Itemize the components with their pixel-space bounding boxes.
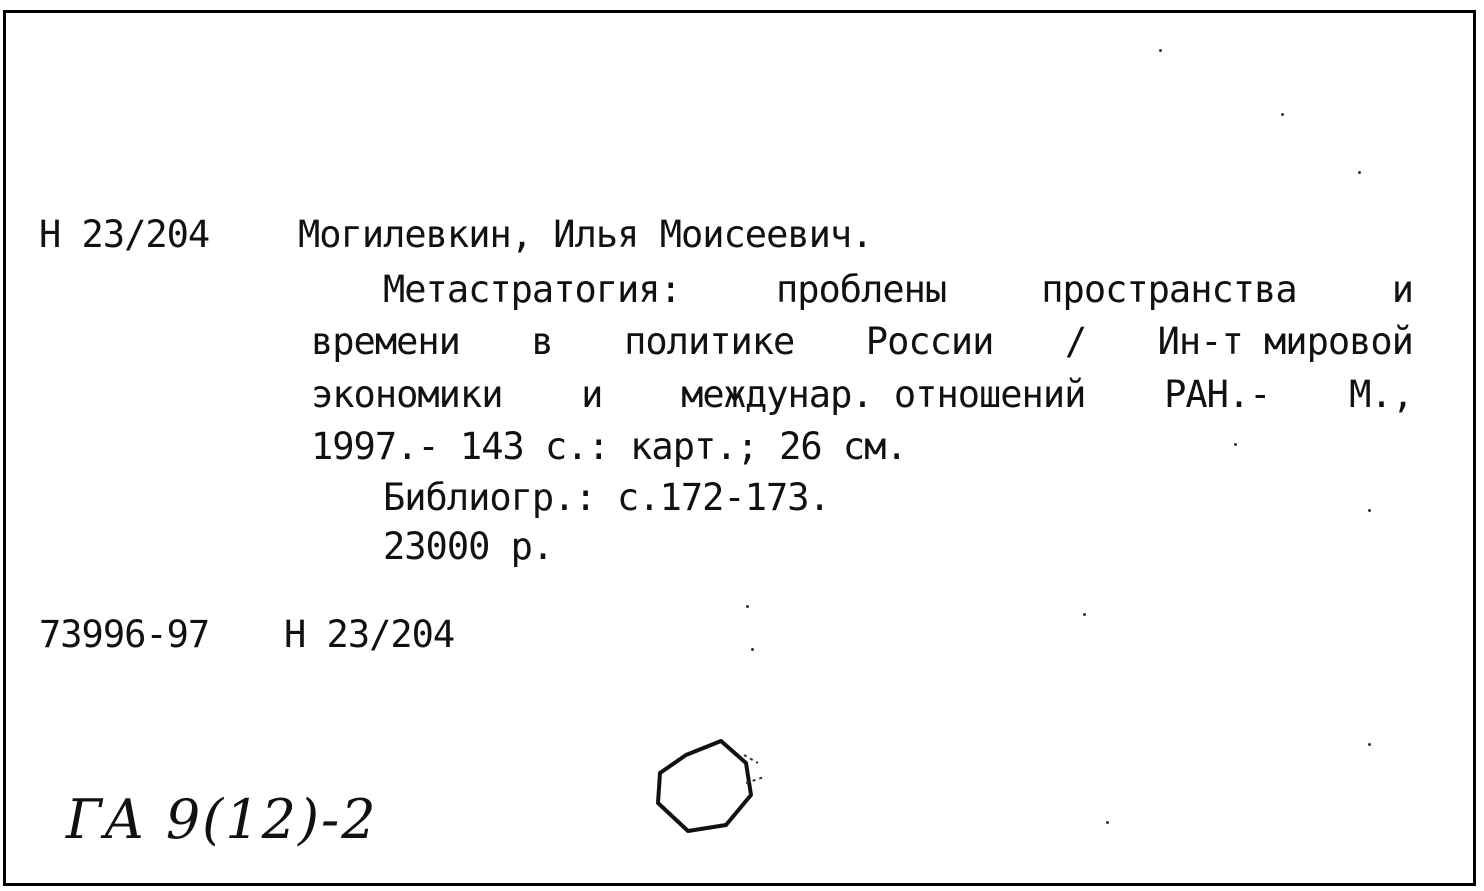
- title-word: пространства: [1041, 268, 1297, 311]
- title-word: России: [865, 320, 994, 363]
- speck: [1234, 443, 1237, 446]
- speck: [746, 605, 749, 608]
- speck: [1106, 821, 1109, 824]
- title-line-1: [383, 268, 1413, 311]
- author-heading: Могилевкин, Илья Моисеевич.: [298, 213, 873, 256]
- bibliography-note: Библиогр.: с.172-173.: [383, 476, 830, 519]
- speck: [751, 648, 754, 651]
- accession-shelfmark: Н 23/204: [284, 613, 455, 656]
- title-line-3: [311, 373, 1413, 416]
- speck: [1281, 113, 1284, 116]
- catalog-card: [3, 10, 1476, 886]
- title-word: /: [1064, 320, 1087, 363]
- title-word: междунар. отношений: [681, 373, 1086, 416]
- title-line-2: [311, 320, 1413, 363]
- speck: [1358, 171, 1361, 174]
- speck: [1083, 613, 1086, 616]
- handwritten-classification-code: ГА 9(12)-2: [66, 788, 378, 851]
- shelfmark: Н 23/204: [39, 213, 210, 256]
- title-word: и: [1391, 268, 1413, 311]
- speck: [1368, 509, 1371, 512]
- speck: [1159, 49, 1162, 52]
- accession-number: 73996-97: [39, 613, 210, 656]
- title-word: времени: [311, 320, 460, 363]
- title-word: в: [531, 320, 553, 363]
- imprint: 1997.- 143 с.: карт.; 26 см.: [311, 425, 907, 468]
- title-word: экономики: [311, 373, 503, 416]
- price: 23000 р.: [383, 525, 554, 568]
- title-word: Метастратогия:: [383, 268, 681, 311]
- title-word: политике: [624, 320, 795, 363]
- title-word: и: [581, 373, 603, 416]
- title-word: Ин-т мировой: [1157, 320, 1413, 363]
- title-word: РАН.-: [1164, 373, 1271, 416]
- title-word: проблены: [775, 268, 947, 311]
- octagon-stamp-icon: [646, 733, 776, 843]
- title-word: М.,: [1349, 373, 1413, 416]
- speck: [1368, 743, 1371, 746]
